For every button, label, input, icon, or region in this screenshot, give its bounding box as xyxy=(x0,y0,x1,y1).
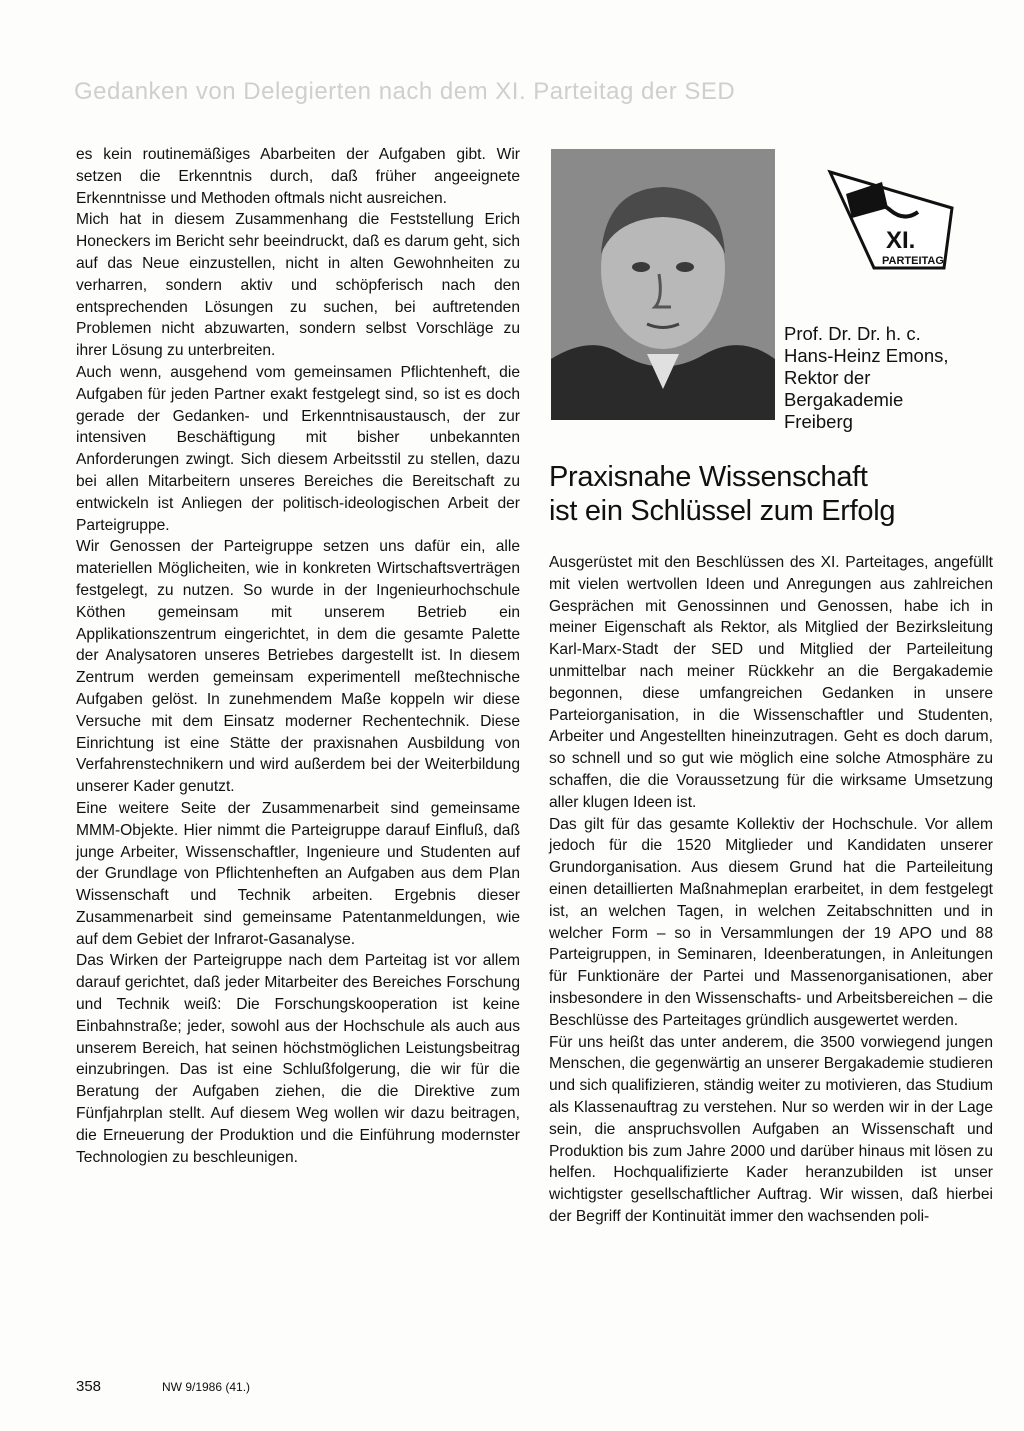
paragraph: Eine weitere Seite der Zusammenarbeit sind gemeinsame MMM-Objekte. Hier nimmt die Parteigruppe darauf Einfluß, daß junge Arbeiter, Wissenschaftler, Ingenieure und Studenten auf der Grundlage von Pflichtenheften an Aufgaben aus dem Plan Wissenschaft und Technik arbeiten. Ergebnis dieser Zusammenarbeit sind gemeinsame Patentanmeldungen, wie auf dem Gebiet der Infrarot-Gasanalyse. xyxy=(76,799,520,948)
headline-line: Praxisnahe Wissenschaft xyxy=(549,461,868,493)
page-number: 358 xyxy=(76,1378,102,1395)
caption-line: Hans-Heinz Emons, xyxy=(784,345,949,366)
portrait-illustration xyxy=(551,149,775,420)
caption-line: Bergakademie xyxy=(784,389,904,410)
emblem-label: PARTEITAG xyxy=(882,255,944,267)
paragraph: es kein routinemäßiges Abarbeiten der Aufgaben gibt. Wir setzen die Erkenntnis durch, daß früher angeeignete Erkenntnisse und Methoden oftmals nicht ausreichen. xyxy=(76,146,520,207)
emblem-roman-numeral: XI. xyxy=(886,227,916,254)
headline-line: ist ein Schlüssel zum Erfolg xyxy=(549,495,896,527)
caption-line: Freiberg xyxy=(784,411,853,432)
article-headline xyxy=(549,460,1009,528)
paragraph: Auch wenn, ausgehend vom gemeinsamen Pflichtenheft, die Aufgaben für jeden Partner exakt festgelegt sind, so ist es doch gerade der Gedanken- und Erkenntnisaustausch, der zur intensiven Beschäftigung mit bisher unbekannten Anforderungen zwingt. Sich diesem Arbeitsstil zu stellen, dazu bei allen Mitarbeitern unseres Bereiches die Bereitschaft zu entwickeln ist Anliegen der politisch-ideologischen Arbeit der Parteigruppe. xyxy=(76,363,520,534)
party-congress-emblem xyxy=(826,168,956,274)
caption-line: Prof. Dr. Dr. h. c. xyxy=(784,323,921,344)
right-column xyxy=(549,552,993,1228)
left-column xyxy=(76,144,520,1168)
running-head: Gedanken von Delegierten nach dem XI. Parteitag der SED xyxy=(74,78,736,105)
paragraph: Mich hat in diesem Zusammenhang die Feststellung Erich Honeckers im Bericht sehr beeindruckt, daß es darum geht, sich auf das Neue einzustellen, nicht in alten Gewohnheiten zu verharren, sondern aktiv und schöpferisch nach den entsprechenden Lösungen zu suchen, bei auftretenden Problemen nicht abzuwarten, sondern selbst Vorschläge zu ihrer Lösung zu unterbreiten. xyxy=(76,211,520,360)
paragraph: Das gilt für das gesamte Kollektiv der Hochschule. Vor allem jedoch für die 1520 Mitglieder und Kandidaten unserer Grundorganisation. Aus diesem Grund hat die Parteileitung einen detaillierten Maßnahmeplan erarbeitet, in dem festgelegt ist, an welchen Tagen, in welchen Zeitabschnitten und in welcher Form – so in Versammlungen der 19 APO und 88 Parteigruppen, in Seminaren, Ideenberatungen, in Anleitungen für Funktionäre der Partei und Massenorganisationen, aber insbesondere in den Wissenschafts- und Arbeitsbereichen – die Beschlüsse des Parteitages gründlich ausgewertet werden. xyxy=(549,815,993,1029)
issue-reference: NW 9/1986 (41.) xyxy=(162,1380,251,1394)
paragraph: Ausgerüstet mit den Beschlüssen des XI. Parteitages, angefüllt mit vielen wertvollen Ideen und Anregungen aus zahlreichen Gesprächen mit Genossinnen und Genossen, habe ich in meiner Eigenschaft als Rektor, als Mitglied der Bezirksleitung Karl-Marx-Stadt der SED und Mitglied der Parteileitung unmittelbar nach meiner Rückkehr an die Bergakademie begonnen, diese umfangreichen Gedanken in unsere Parteiorganisation, in die Wissenschaftler und Studenten, Arbeiter und Angestellten hineinzutragen. Geht es doch darum, so schnell und so gut wie möglich eine solche Atmosphäre zu schaffen, die die Voraussetzung für die wirksame Umsetzung aller klugen Ideen ist. xyxy=(549,554,993,811)
photo-caption xyxy=(784,323,984,433)
portrait-photo xyxy=(551,149,775,420)
caption-line: Rektor der xyxy=(784,367,871,388)
paragraph: Das Wirken der Parteigruppe nach dem Parteitag ist vor allem darauf gerichtet, daß jeder Mitarbeiter des Bereiches Forschung und Technik weiß: Die Forschungskooperation ist keine Einbahnstraße; jeder, sowohl aus der Hochschule als auch aus unserem Bereich, hat seinen höchstmöglichen Leistungsbeitrag einzubringen. Das ist eine Schlußfolgerung, die wir für die Beratung der Aufgaben ziehen, die die Direktive zum Fünfjahrplan stellt. Auf diesem Weg wollen wir dazu beitragen, die Erneuerung der Produktion und die Einführung modernster Technologien zu beschleunigen. xyxy=(76,952,520,1166)
paragraph: Wir Genossen der Parteigruppe setzen uns dafür ein, alle materiellen Möglicheiten, wie in konkreten Wirtschaftsverträgen festgelegt, zu nutzen. So wurde in der Ingenieurhochschule Köthen gemeinsam mit unserem Betrieb ein Applikationszentrum eingerichtet, in dem die gesamte Palette der Analysatoren unseres Betriebes dargestellt ist. In diesem Zentrum werden gemeinsam experimentell meßtechnische Aufgaben gelöst. In zunehmendem Maße koppeln wir diese Versuche mit dem Einsatz moderner Rechentechnik. Diese Einrichtung ist eine Stätte der praxisnahen Ausbildung von Verfahrenstechnikern und wird außerdem bei der Weiterbildung unserer Kader genutzt. xyxy=(76,538,520,796)
paragraph: Für uns heißt das unter anderem, die 3500 vorwiegend jungen Menschen, die gegenwärtig an unserer Bergakademie studieren und sich qualifizieren, ständig weiter zu motivieren, das Studium als Klassenauftrag zu verstehen. Nur so werden wir in der Lage sein, die anspruchsvollen Aufgaben an Wissenschaft und Produktion bis zum Jahre 2000 und darüber hinaus mit lösen zu helfen. Hochqualifizierte Kader heranzubilden ist unser wichtigster gesellschaftlicher Auftrag. Wir wissen, daß hierbei der Begriff der Kontinuität immer den wachsenden poli- xyxy=(549,1033,993,1225)
